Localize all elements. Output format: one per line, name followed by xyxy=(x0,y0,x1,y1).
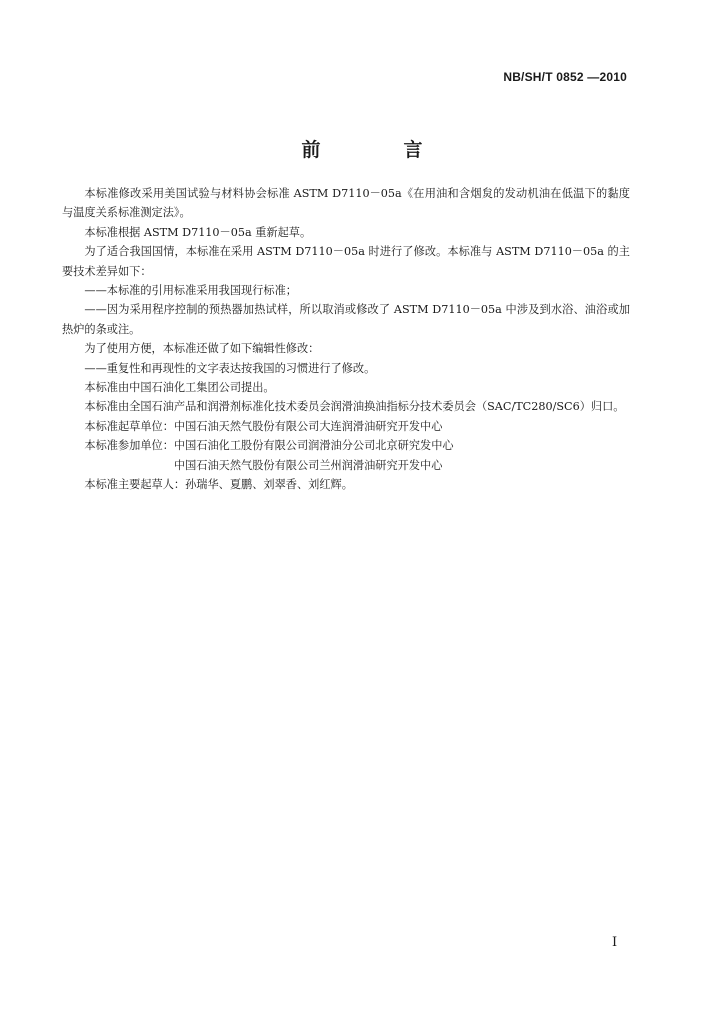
paragraph-drafters: 本标准主要起草人：孙瑞华、夏鹏、刘翠香、刘红辉。 xyxy=(84,478,353,492)
paragraph-difference-preheater: ——因为采用程序控制的预热器加热试样，所以取消或修改了 ASTM D7110－05a 中涉及到水浴、油浴或加热炉的条或注。 xyxy=(62,303,630,336)
paragraph-differences-intro: 为了适合我国国情，本标准在采用 ASTM D7110－05a 时进行了修改。本标准与 ASTM D7110－05a 的主要技术差异如下： xyxy=(62,245,630,278)
participating-units-list xyxy=(174,436,454,475)
participating-unit-item: 中国石油天然气股份有限公司兰州润滑油研究开发中心 xyxy=(173,458,443,472)
paragraph-proposer: 本标准由中国石油化工集团公司提出。 xyxy=(84,381,275,395)
paragraph-editorial-change: ——重复性和再现性的文字表达按我国的习惯进行了修改。 xyxy=(84,361,376,375)
participating-units-label: 本标准参加单位： xyxy=(84,439,174,453)
participating-unit-item: 中国石油化工股份有限公司润滑油分公司北京研究发中心 xyxy=(173,439,454,453)
document-body xyxy=(62,184,630,495)
page-number: I xyxy=(612,935,618,950)
paragraph-difference-references: ——本标准的引用标准采用我国现行标准； xyxy=(84,284,297,298)
paragraph-technical-committee: 本标准由全国石油产品和润滑剂标准化技术委员会润滑油换油指标分技术委员会（SAC/TC280/SC6）归口。 xyxy=(84,400,625,414)
drafting-unit-label: 本标准起草单位： xyxy=(84,419,174,433)
participating-units-row xyxy=(62,436,630,475)
standard-code: NB/SH/T 0852 —2010 xyxy=(503,70,627,84)
drafting-unit-value: 中国石油天然气股份有限公司大连润滑油研究开发中心 xyxy=(173,419,443,433)
paragraph-editorial-intro: 为了使用方便，本标准还做了如下编辑性修改： xyxy=(84,342,320,356)
paragraph-adoption: 本标准修改采用美国试验与材料协会标准 ASTM D7110－05a《在用油和含烟炱的发动机油在低温下的黏度与温度关系标准测定法》。 xyxy=(62,187,630,220)
drafting-unit-row xyxy=(62,417,630,436)
page-title: 前 言 xyxy=(301,139,455,161)
paragraph-drafting-basis: 本标准根据 ASTM D7110－05a 重新起草。 xyxy=(84,225,312,239)
